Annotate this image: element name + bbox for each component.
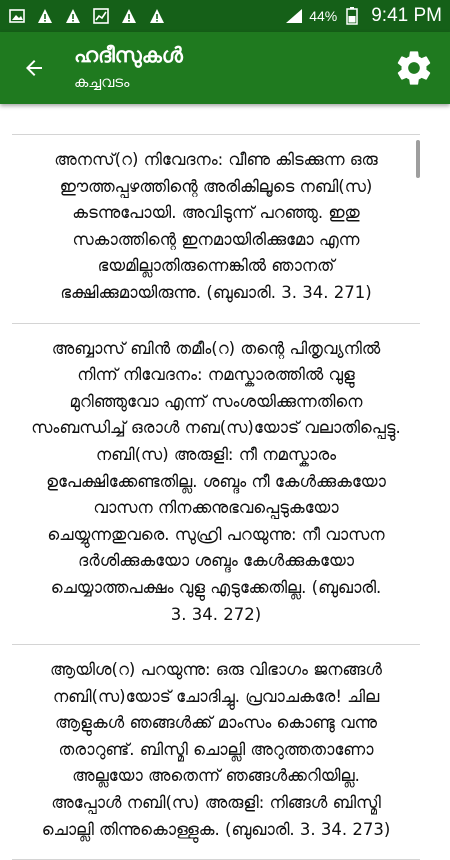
gear-icon — [394, 48, 434, 88]
notification-icons — [8, 7, 166, 25]
hadith-line: ചെയ്യാത്തപക്ഷം വുളു എടുക്കേതില്ല. (ബുഖാരി. — [50, 577, 382, 597]
battery-icon — [343, 7, 361, 25]
hadith-line: ഉപേക്ഷിക്കേണ്ടതില്ല. ശബ്ദം നീ കേൾക്കുകയോ — [46, 471, 386, 491]
hadith-item[interactable] — [12, 324, 420, 646]
hadith-item[interactable] — [12, 135, 420, 324]
hadith-line: തരാറുണ്ട്. ബിസ്മി ചൊല്ലി അറുത്തതാണോ — [58, 739, 374, 759]
hadith-line: മുറിഞ്ഞുവോ എന്ന് സംശയിക്കുന്നതിനെ — [69, 391, 363, 411]
back-button[interactable] — [18, 52, 50, 84]
settings-button[interactable] — [392, 46, 436, 90]
hadith-line: അല്ലയോ അതെന്ന് ഞങ്ങൾക്കറിയില്ല. — [72, 766, 360, 786]
battery-percent: 44% — [309, 8, 338, 24]
clock: 9:41 PM — [371, 5, 442, 26]
app-bar — [0, 32, 450, 104]
scrollbar[interactable] — [416, 140, 420, 178]
warning-icon — [148, 7, 166, 25]
hadith-line: ആയിശ(റ) പറയുന്നു: ഒരു വിഭാഗം ജനങ്ങൾ — [50, 660, 382, 680]
hadith-line: അനസ്(റ) നിവേദനം: വീണു കിടക്കുന്ന ഒരു — [54, 150, 378, 169]
hadith-line: നബി(സ) അരുളി: നീ നമസ്കാരം — [95, 444, 337, 464]
hadith-line: ഭയമില്ലാതിരുന്നെങ്കിൽ ഞാനത് — [97, 256, 335, 276]
hadith-line: ചെയ്യുന്നതുവരെ. സുഹ്രി പറയുന്നു: നീ വാസന — [47, 524, 385, 544]
hadith-line: കടന്നുപോയി. അവിടുന്ന് പറഞ്ഞു. ഇതു — [72, 203, 360, 223]
hadith-line: 3. 34. 272) — [170, 604, 262, 624]
page-title: ഹദീസുകൾ — [74, 43, 183, 67]
warning-icon — [64, 7, 82, 25]
hadith-line: സകാത്തിന്റെ ഇനമായിരിക്കുമോ എന്ന — [72, 229, 360, 249]
hadith-line: ഭക്ഷിക്കുമായിരുന്നു. (ബുഖാരി. 3. 34. 271) — [60, 282, 372, 302]
title-block — [74, 40, 183, 94]
hadith-line: അപ്പോൾ നബി(സ) അരുളി: നിങ്ങൾ ബിസ്മി — [51, 793, 381, 813]
chart-icon — [92, 7, 110, 25]
image-icon — [8, 7, 26, 25]
hadith-line: നബി(സ)യോട് ചോദിച്ചു. പ്രവാചകരേ! ചില — [52, 686, 380, 706]
hadith-line: വാസന നിനക്കനുഭവപ്പെടുകയോ — [93, 498, 339, 518]
system-status — [285, 5, 442, 27]
hadith-line: സംബന്ധിച്ച് ഒരാൾ നബ(സ)യോട് വലാതിപ്പെട്ടു. — [31, 418, 401, 438]
hadith-line: നിന്ന് നിവേദനം: നമസ്കാരത്തിൽ വുളു — [77, 365, 355, 385]
arrow-back-icon — [22, 56, 46, 80]
hadith-line: ആളുകൾ ഞങ്ങൾക്ക് മാംസം കൊണ്ടു വന്നു — [55, 713, 377, 733]
signal-icon — [285, 7, 303, 25]
warning-icon — [36, 7, 54, 25]
page-subtitle: കച്ചവടം — [74, 73, 130, 91]
hadith-line: ദർശിക്കുകയോ ശബ്ദം കേൾക്കുകയോ — [77, 551, 355, 571]
hadith-line: ചൊല്ലി തിന്നുകൊള്ളുക. (ബുഖാരി. 3. 34. 273) — [41, 819, 391, 839]
hadith-line: അബ്ബാസ് ബിൻ തമീം(റ) തന്റെ പിതൃവ്യനിൽ — [51, 338, 381, 358]
hadith-line: ഈത്തപ്പഴത്തിന്റെ അരികിലൂടെ നബി(സ) — [59, 176, 373, 196]
hadith-list[interactable] — [12, 134, 420, 860]
hadith-item[interactable] — [12, 645, 420, 860]
warning-icon — [120, 7, 138, 25]
status-bar — [0, 0, 450, 32]
